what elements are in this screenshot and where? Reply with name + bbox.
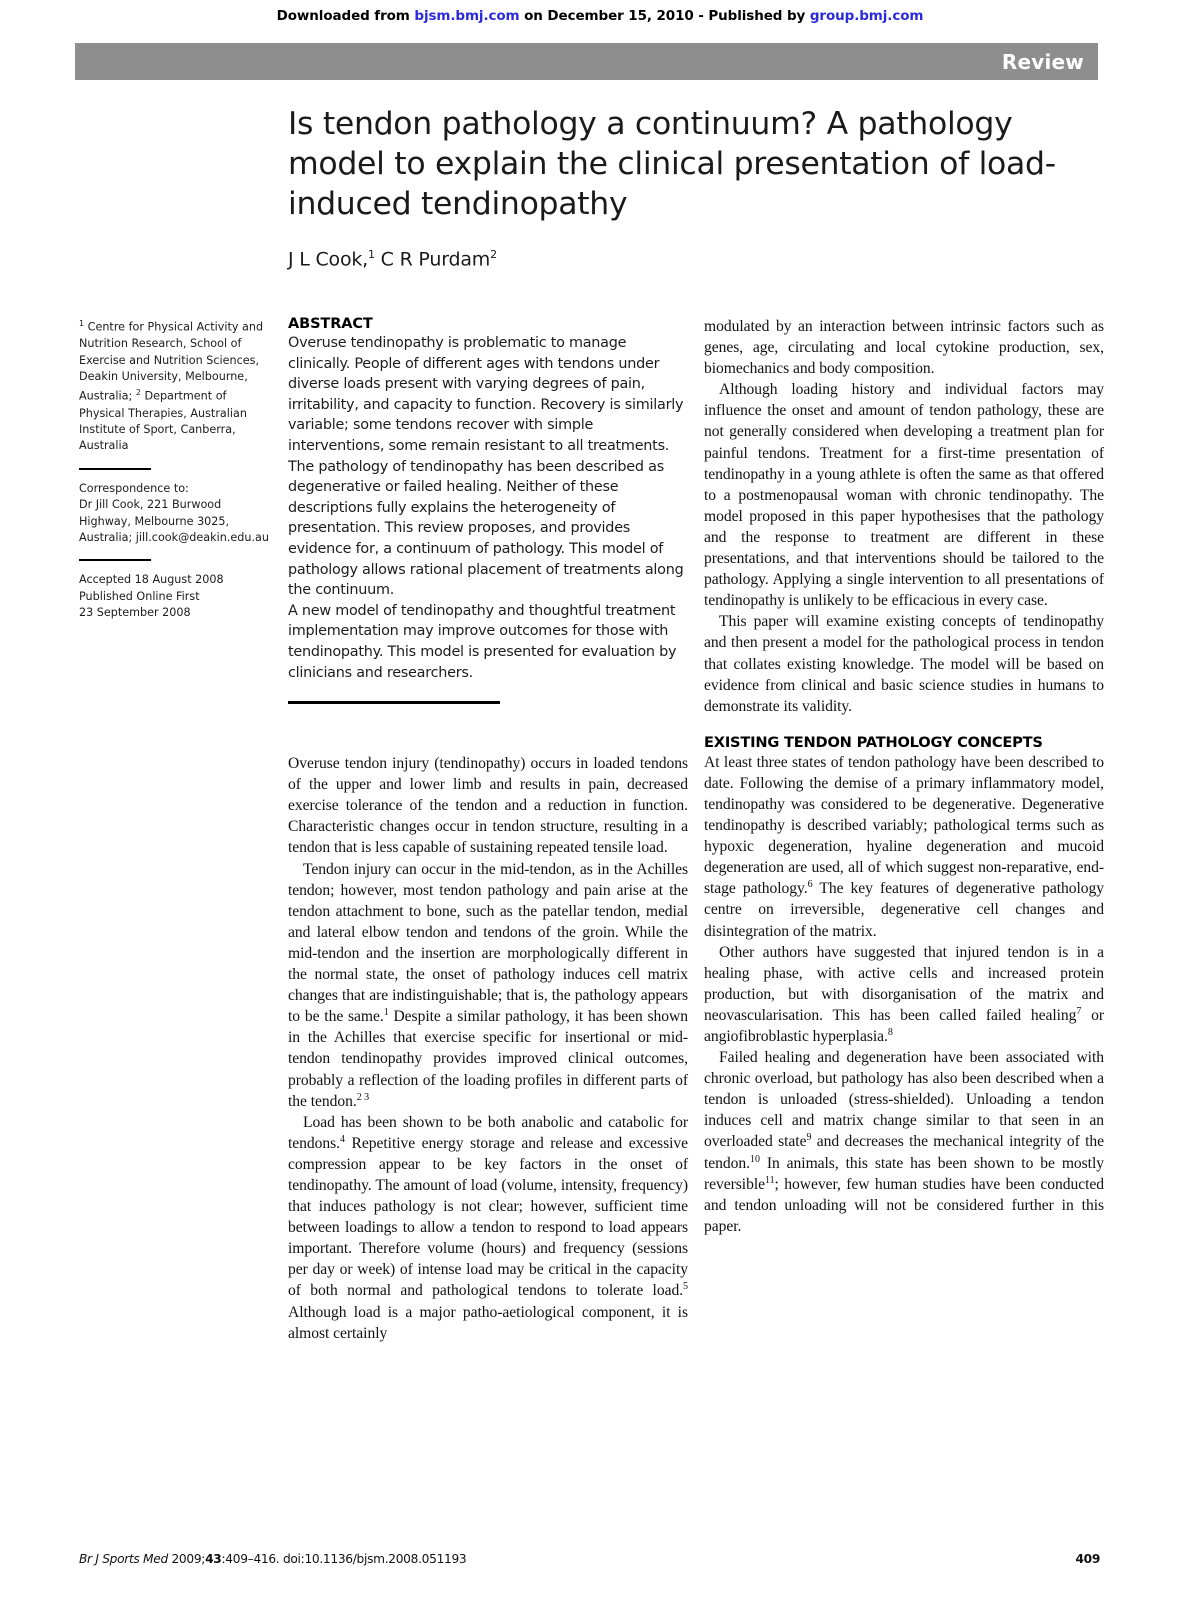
author-two: C R Purdam [374, 248, 491, 271]
review-label: Review [1001, 50, 1084, 74]
affiliation-rail [79, 316, 269, 622]
intro-paragraph-2-part-a: Tendon injury can occur in the mid-tendon, as in the Achilles tendon; however, most tendon pathology and pain arise at the tendon attachment to bone, such as the patellar tendon, medial and lateral elbow tendon and tendons of the groin. While the mid-tendon and the insertion are morphologically different in the normal state, the onset of pathology induces cell matrix changes that are indistinguishable; that is, the pathology appears to be the same. [288, 860, 688, 1026]
reference-marker-6[interactable]: 6 [807, 879, 813, 891]
intro-paragraph-1: Overuse tendon injury (tendinopathy) occurs in loaded tendons of the upper and lower limb and results in pain, decreased exercise tolerance of the tendon and a reduction in function. Characteristic changes occur in tendon structure, resulting in a tendon that is less capable of sustaining repeated tensile load. [288, 755, 688, 857]
right-paragraph-6 [704, 1047, 1104, 1237]
footer-citation [79, 1552, 466, 1566]
correspondence-address: Dr Jill Cook, 221 Burwood Highway, Melbourne 3025, Australia; jill.cook@deakin.edu.au [79, 498, 269, 544]
reference-marker-11[interactable]: 11 [764, 1174, 775, 1186]
footer-page-number: 409 [1075, 1552, 1100, 1566]
right-paragraph-4-part-b: The key features of degenerative pathology centre on irreversible, degenerative cell changes and disintegration of the matrix. [704, 880, 1104, 940]
reference-marker-9[interactable]: 9 [806, 1132, 812, 1144]
reference-marker-8[interactable]: 8 [887, 1026, 893, 1038]
affiliation-two: Department of Physical Therapies, Australian Institute of Sport, Canberra, Australia [79, 390, 247, 453]
right-paragraph-1: modulated by an interaction between intrinsic factors such as genes, age, circulating and local cytokine production, sex, biomechanics and body composition. [704, 318, 1104, 378]
reference-marker-7[interactable]: 7 [1076, 1005, 1082, 1017]
right-paragraph-6-part-b: and decreases the mechanical integrity of the tendon. [704, 1133, 1104, 1172]
affiliation-one: Centre for Physical Activity and Nutrition Research, School of Exercise and Nutrition Sciences, Deakin University, Melbourne, Australia; [79, 320, 264, 404]
group-bmj-link[interactable]: group.bmj.com [809, 8, 924, 24]
author-list [288, 248, 1098, 270]
footer-volume: 43 [205, 1552, 222, 1566]
intro-paragraph-3-part-c: Although load is a major patho-aetiological component, it is almost certainly [288, 1303, 688, 1342]
review-section-bar [75, 43, 1098, 80]
intro-paragraph-3 [288, 1112, 688, 1344]
downloaded-from-banner [0, 8, 1200, 24]
right-paragraph-4-part-a: At least three states of tendon pathology have been described to date. Following the demise of a primary inflammatory model, tendinopathy was considered to be degenerative. Degenerative tendinopathy is described variably; pathological terms such as hypoxic degeneration, hyaline degeneration and mucoid degeneration are used, all of which suggest non-reparative, end-stage pathology. [704, 753, 1104, 898]
intro-paragraph-3-part-a: Load has been shown to be both anabolic and catabolic for tendons. [288, 1113, 688, 1152]
reference-marker-5[interactable]: 5 [683, 1281, 688, 1293]
page-footer [79, 1552, 1100, 1566]
right-paragraph-3: This paper will examine existing concepts of tendinopathy and then present a model for the pathological process in tendon that collates existing knowledge. The model will be based on evidence from clinical and basic science studies in humans to demonstrate its validity. [704, 613, 1104, 715]
correspondence-label: Correspondence to: [79, 481, 189, 495]
affiliation-marker-2: 2 [135, 388, 141, 398]
accepted-date: Accepted 18 August 2008 [79, 573, 224, 587]
banner-middle-text: on December 15, 2010 - Published by [519, 8, 810, 24]
abstract-body [288, 333, 688, 683]
title-block [288, 104, 1098, 270]
published-online-label: Published Online First [79, 589, 200, 603]
reference-marker-4[interactable]: 4 [340, 1133, 345, 1145]
footer-pages-doi: :409–416. doi:10.1136/bjsm.2008.051193 [221, 1552, 467, 1566]
page-title: Is tendon pathology a continuum? A pathology model to explain the clinical presentation of load-induced tendinopathy [288, 106, 1056, 222]
published-online-date: 23 September 2008 [79, 606, 191, 620]
section-heading-existing-concepts: EXISTING TENDON PATHOLOGY CONCEPTS [704, 733, 1043, 751]
intro-paragraph-2-part-b: Despite a similar pathology, it has been shown in the Achilles that exercise specific for insertional or mid-tendon tendinopathy provides improved clinical outcomes, probably a reflection of the loading profiles in different parts of the tendon. [288, 1008, 688, 1110]
left-column [288, 316, 688, 1344]
banner-prefix-text: Downloaded from [276, 8, 415, 24]
right-paragraph-4 [704, 752, 1104, 942]
intro-paragraph-3-part-b: Repetitive energy storage and release and excessive compression appear to be key factors in the onset of tendinopathy. The amount of load (volume, intensity, frequency) that induces pathology is not clear; however, sufficient time between loadings to allow a tendon to respond to load appears important. Therefore volume (hours) and frequency (sessions per day or week) of intense load may be critical in the capacity of both normal and pathological tendons to tolerate load. [288, 1134, 688, 1300]
rail-divider-two [79, 559, 151, 561]
affiliation-marker-1: 1 [79, 319, 85, 328]
bjsm-link[interactable]: bjsm.bmj.com [414, 8, 520, 24]
abstract-paragraph-3: A new model of tendinopathy and thoughtful treatment implementation may improve outcomes for those with tendinopathy. This model is presented for evaluation by clinicians and researchers. [288, 602, 677, 681]
author-two-affiliation-marker: 2 [490, 248, 497, 261]
right-paragraph-5-part-a: Other authors have suggested that injured tendon is in a healing phase, with active cells and increased protein production, but with disorganisation of the matrix and neovascularisation. This has been called failed healing [704, 943, 1104, 1024]
right-column [704, 316, 1104, 1237]
abstract-heading: ABSTRACT [288, 316, 373, 332]
abstract-paragraph-1: Overuse tendinopathy is problematic to manage clinically. People of different ages with tendons under diverse loads present with varying degrees of pain, irritability, and capacity to function. Recovery is similarly variable; some tendons recover with simple interventions, some remain resistant to all treatments. [288, 335, 684, 454]
reference-marker-2-3[interactable]: 2 3 [356, 1091, 370, 1103]
reference-marker-10[interactable]: 10 [750, 1153, 760, 1165]
intro-paragraph-2 [288, 859, 688, 1112]
rail-divider-one [79, 468, 151, 470]
right-paragraph-6-part-d: ; however, few human studies have been conducted and tendon unloading will not be considered further in this paper. [704, 1175, 1104, 1235]
footer-journal-name: Br J Sports Med [79, 1552, 168, 1566]
footer-citation-year: 2009; [167, 1552, 206, 1566]
intro-spacer [288, 704, 688, 753]
right-paragraph-6-part-c: In animals, this state has been shown to be mostly reversible [704, 1154, 1104, 1193]
abstract-paragraph-2: The pathology of tendinopathy has been described as degenerative or failed healing. Neither of these descriptions fully explains the heterogeneity of presentation. This review proposes, and provides evidence for, a continuum of pathology. This model of pathology allows rational placement of treatments along the continuum. [288, 458, 684, 599]
affiliations-paragraph [79, 316, 269, 455]
right-paragraph-2: Although loading history and individual factors may influence the onset and amount of tendon pathology, these are not generally considered when developing a treatment plan for painful tendons. Treatment for a first-time presentation of tendinopathy in a young athlete is often the same as that offered to a postmenopausal woman with chronic tendinopathy. The model proposed in this paper hypothesises that the pathology and the response to treatment are different in these presentations, and that interventions should be tailored to the pathology. Applying a single intervention to all presentations of tendinopathy is unlikely to be efficacious in every case. [704, 381, 1104, 610]
author-one: J L Cook, [288, 248, 369, 271]
right-paragraph-6-part-a: Failed healing and degeneration have been associated with chronic overload, but pathology has also been described when a tendon is unloaded (stress-shielded). Unloading a tendon induces cell and matrix change similar to that seen in an overloaded state [704, 1049, 1104, 1151]
author-one-affiliation-marker: 1 [368, 248, 375, 261]
reference-marker-1[interactable]: 1 [383, 1007, 389, 1019]
right-paragraph-5-part-b: or angiofibroblastic hyperplasia. [704, 1006, 1104, 1045]
right-paragraph-5 [704, 942, 1104, 1047]
